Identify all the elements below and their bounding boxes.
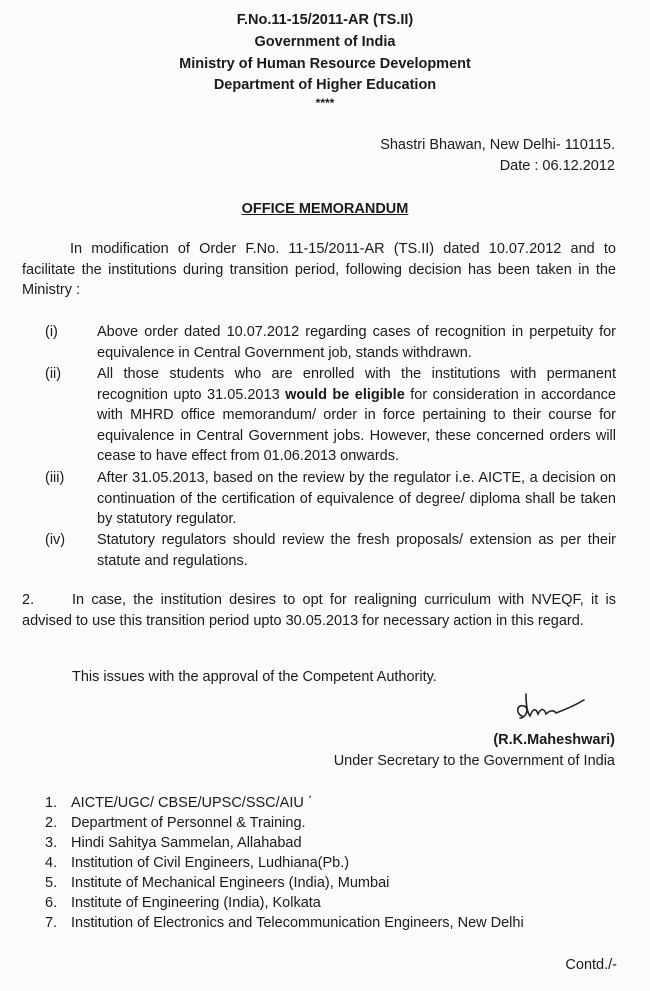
distribution-number: 1. [45, 795, 58, 811]
point-number: (ii) [45, 366, 62, 382]
distribution-item [45, 893, 321, 913]
file-number: F.No.11-15/2011-AR (TS.II) [236, 12, 414, 28]
point-text-bold: would be eligible [285, 386, 405, 403]
distribution-number: 4. [45, 855, 58, 871]
distribution-text: Institution of Electronics and Telecommunication Engineers, New Delhi [71, 915, 524, 931]
distribution-number: 2. [45, 815, 58, 831]
signature-mark [508, 686, 588, 726]
address-place: Shastri Bhawan, New Delhi- 110115. [380, 137, 615, 153]
point-number: (iii) [45, 470, 65, 486]
point-text-part: All those students who are enrolled with the institutions with permanent recognition upto 31.05.2013 [97, 366, 616, 403]
point-text: Above order dated 10.07.2012 regarding cases of recognition in perpetuity for equivalence in Central Government job, stands withdrawn. [97, 324, 616, 361]
distribution-text: AICTE/UGC/ CBSE/UPSC/SSC/AIU ΄ [71, 795, 313, 811]
point-text-part: for consideration in accordance with MHRD office memorandum/ order in force pertaining to their course for equivalence in Central Government jobs. However, these concerned orders will cease to have effect from 01.06.2013 onwards. [97, 386, 616, 464]
government-name: Government of India [254, 34, 396, 50]
distribution-number: 3. [45, 835, 58, 851]
memo-title: OFFICE MEMORANDUM [241, 201, 409, 217]
distribution-item [45, 853, 349, 873]
point-text [97, 364, 616, 467]
point-number: (iv) [45, 532, 66, 548]
approval-line: This issues with the approval of the Competent Authority. [72, 669, 437, 685]
distribution-item [45, 833, 302, 853]
distribution-item [45, 913, 524, 933]
intro-paragraph: In modification of Order F.No. 11-15/2011-AR (TS.II) dated 10.07.2012 and to facilitate the institutions during transition period, following decision has been taken in the Ministry : [22, 241, 616, 298]
memo-date: Date : 06.12.2012 [499, 158, 615, 174]
paragraph-number: 2. [22, 592, 35, 608]
distribution-item [45, 813, 306, 833]
ministry-name: Ministry of Human Resource Development [179, 56, 471, 72]
signatory-designation: Under Secretary to the Government of India [333, 753, 615, 769]
distribution-text: Hindi Sahitya Sammelan, Allahabad [71, 835, 302, 851]
distribution-number: 6. [45, 895, 58, 911]
distribution-text: Institute of Engineering (India), Kolkata [71, 895, 321, 911]
paragraph-two: In case, the institution desires to opt for realigning curriculum with NVEQF, it is advised to use this transition period upto 30.05.2013 for necessary action in this regard. [22, 592, 616, 629]
point-text: After 31.05.2013, based on the review by the regulator i.e. AICTE, a decision on continuation of the certification of equivalence of degree/ diploma shall be taken by statutory regulator. [97, 470, 616, 527]
distribution-text: Institute of Mechanical Engineers (India), Mumbai [71, 875, 390, 891]
distribution-number: 5. [45, 875, 58, 891]
distribution-number: 7. [45, 915, 58, 931]
distribution-text: Institution of Civil Engineers, Ludhiana(Pb.) [71, 855, 350, 871]
continued-note: Contd./- [565, 957, 617, 973]
distribution-item [45, 793, 313, 813]
distribution-item [45, 873, 389, 893]
point-number: (i) [45, 324, 58, 340]
header-stars: **** [315, 96, 335, 110]
distribution-text: Department of Personnel & Training. [71, 815, 306, 831]
department-name: Department of Higher Education [213, 77, 437, 93]
signatory-name: (R.K.Maheshwari) [493, 732, 615, 748]
point-text: Statutory regulators should review the fresh proposals/ extension as per their statute and regulations. [97, 532, 616, 569]
